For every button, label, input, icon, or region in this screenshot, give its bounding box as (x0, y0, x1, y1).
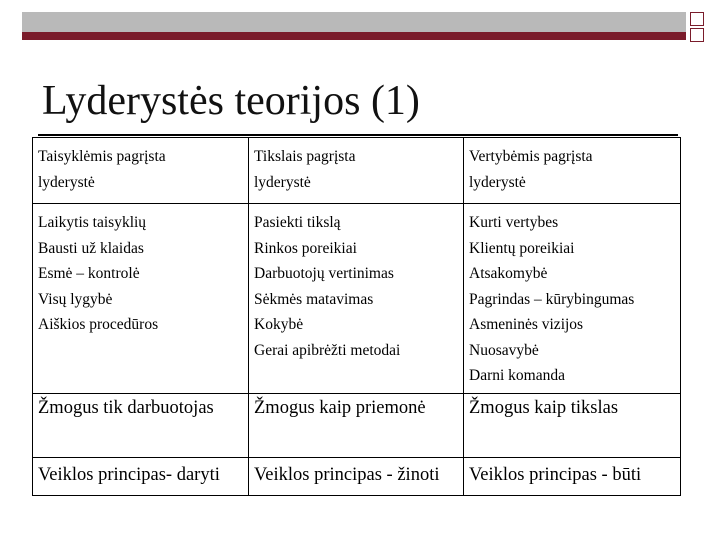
features-cell-values (464, 204, 681, 394)
cell-line: Asmeninės vizijos (469, 316, 584, 333)
cell-line: Nuosavybė (469, 341, 539, 359)
title-underline (38, 134, 678, 136)
human-view-cell: Žmogus kaip tikslas (464, 393, 681, 457)
cell-line: Pasiekti tikslą (254, 214, 341, 231)
header-cell-goals (249, 138, 464, 204)
corner-square-icon (690, 28, 704, 42)
leadership-theories-table (32, 137, 681, 496)
cell-line: Darni komanda (469, 367, 565, 384)
table-row-features (33, 204, 681, 394)
cell-line: Aiškios procedūros (38, 316, 159, 333)
cell-line: Tikslais pagrįsta (254, 148, 356, 165)
human-view-cell: Žmogus tik darbuotojas (33, 393, 249, 457)
cell-line: Kurti vertybes (469, 214, 559, 231)
features-cell-rules (33, 204, 249, 394)
cell-line: Atsakomybė (469, 265, 548, 282)
table-row-principles (33, 457, 681, 495)
cell-line: lyderystė (38, 173, 95, 191)
header-bar (22, 12, 686, 40)
cell-line: Laikytis taisyklių (38, 214, 147, 231)
principle-cell: Veiklos principas - būti (464, 457, 681, 495)
slide-title: Lyderystės teorijos (1) (42, 78, 420, 124)
cell-line: Darbuotojų vertinimas (254, 265, 394, 282)
table-header-row (33, 138, 681, 204)
table-row-human-view (33, 393, 681, 457)
cell-line: Bausti už klaidas (38, 239, 144, 257)
cell-line: Vertybėmis pagrįsta (469, 148, 593, 165)
cell-line: Gerai apibrėžti metodai (254, 341, 401, 359)
header-cell-rules (33, 138, 249, 204)
cell-line: Sėkmės matavimas (254, 290, 374, 308)
cell-line: Esmė – kontrolė (38, 265, 140, 282)
cell-line: Klientų poreikiai (469, 239, 575, 257)
cell-line: Taisyklėmis pagrįsta (38, 148, 166, 165)
human-view-cell: Žmogus kaip priemonė (249, 393, 464, 457)
cell-line: Visų lygybė (38, 290, 113, 308)
cell-line: Pagrindas – kūrybingumas (469, 290, 635, 308)
principle-cell: Veiklos principas - žinoti (249, 457, 464, 495)
features-cell-goals (249, 204, 464, 394)
header-cell-values (464, 138, 681, 204)
cell-line: lyderystė (254, 173, 311, 191)
cell-line: Kokybė (254, 316, 304, 333)
cell-line: Rinkos poreikiai (254, 239, 357, 257)
corner-square-icon (690, 12, 704, 26)
cell-line: lyderystė (469, 173, 526, 191)
header-accent-line (22, 32, 686, 40)
principle-cell: Veiklos principas- daryti (33, 457, 249, 495)
